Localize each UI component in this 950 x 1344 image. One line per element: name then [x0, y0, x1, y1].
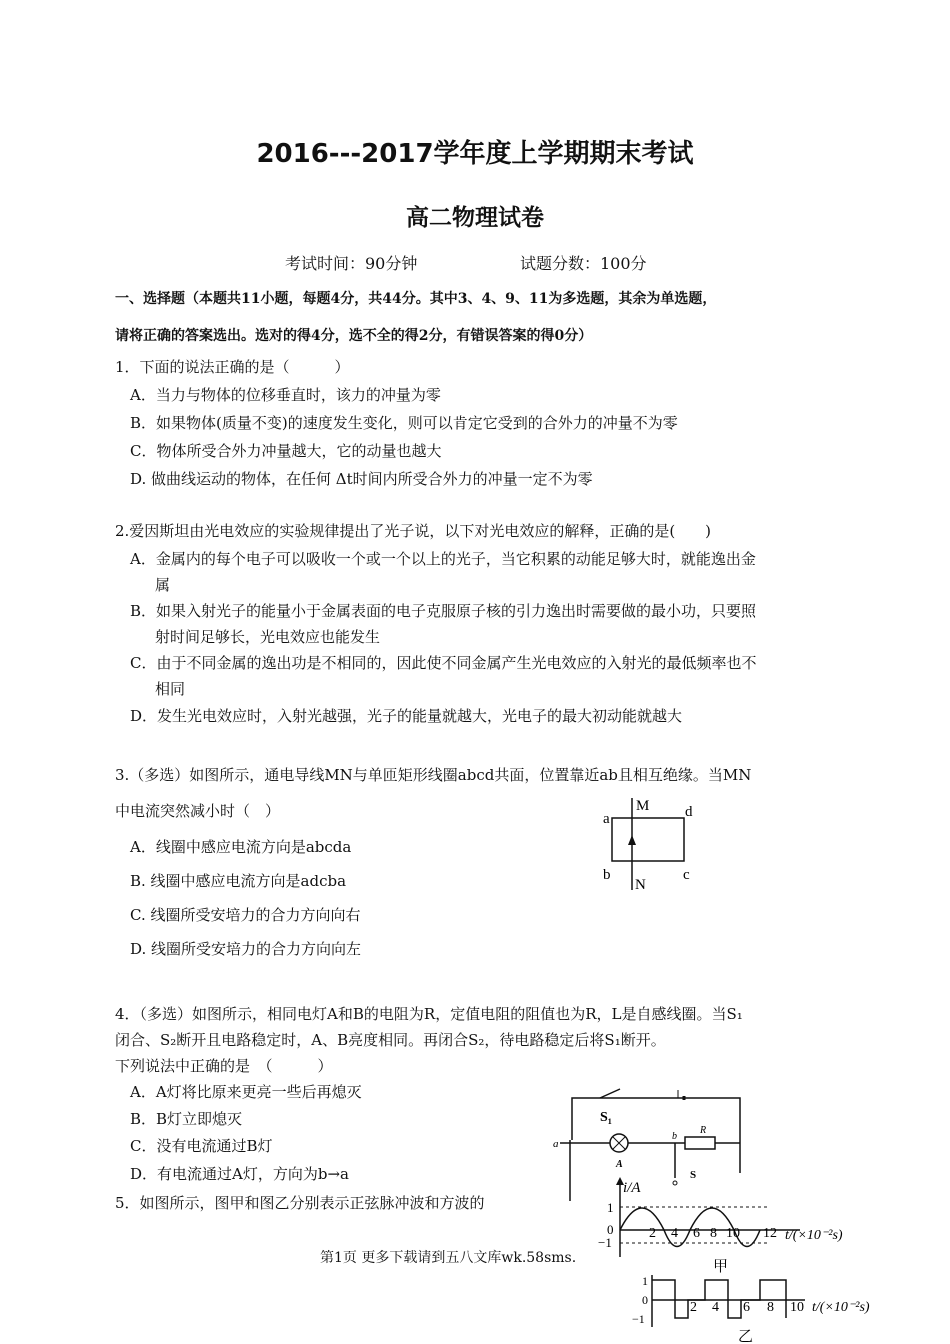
fig1-tick-4: 4 — [671, 1226, 678, 1241]
label-s2: S — [690, 1169, 697, 1181]
current-arrow-icon — [628, 835, 636, 845]
q2-stem: 2.爱因斯坦由光电效应的实验规律提出了光子说，以下对光电效应的解释，正确的是( ) — [115, 522, 712, 540]
section-instructions-2: 请将正确的答案选出。选对的得4分，选不全的得2分，有错误答案的得0分） — [115, 328, 593, 344]
label-b: b — [603, 867, 611, 883]
fig1-y0: 0 — [607, 1222, 614, 1237]
q2-option-a-line1: A．金属内的每个电子可以吸收一个或一个以上的光子，当它积累的动能足够大时，就能逸出金 — [130, 550, 756, 568]
q3-stem-1: 3.（多选）如图所示，通电导线MN与单匝矩形线圈abcd共面，位置靠近ab且相互绝缘。当MN — [115, 766, 752, 784]
paper-subtitle: 高二物理试卷 — [406, 205, 544, 231]
q3-option-d: D. 线圈所受安培力的合力方向向左 — [130, 940, 362, 958]
fig1-tick-8: 8 — [710, 1226, 717, 1241]
q4-option-d: D．有电流通过A灯，方向为b→a — [130, 1165, 349, 1183]
fig1-xlabel: t/(×10⁻²s) — [785, 1228, 843, 1243]
label-node-a: a — [553, 1138, 559, 1150]
loop-rectangle — [612, 818, 684, 861]
q2-option-b-line1: B．如果入射光子的能量小于金属表面的电子克服原子核的引力逸出时需要做的最小功，只要照 — [130, 602, 757, 620]
fig1-caption: 甲 — [713, 1259, 729, 1275]
fig1-ylabel: i/A — [623, 1180, 641, 1196]
q1-option-c: C．物体所受合外力冲量越大，它的动量也越大 — [130, 442, 442, 460]
exam-time: 考试时间：90分钟 — [285, 254, 418, 273]
label-lamp-a: A — [616, 1159, 623, 1170]
q4-stem-3: 下列说法中正确的是 （ ） — [115, 1057, 333, 1075]
label-a: a — [603, 811, 610, 827]
fig1-tick-6: 6 — [693, 1226, 700, 1241]
q5-sine-pulse-figure — [595, 1175, 865, 1275]
label-m: M — [636, 798, 650, 814]
q2-option-d: D．发生光电效应时，入射光越强，光子的能量就越大，光电子的最大初动能就越大 — [130, 707, 683, 725]
page-footer: 第1页 更多下载请到五八文库wk.58sms. — [320, 1250, 577, 1266]
fig2-square-wave — [652, 1280, 786, 1318]
q4-option-a: A．A灯将比原来更亮一些后再熄灭 — [130, 1083, 362, 1101]
resistor-icon — [685, 1137, 715, 1149]
q4-option-b: B．B灯立即熄灭 — [130, 1110, 243, 1128]
fig2-y1: 1 — [642, 1275, 648, 1288]
fig2-tick-4: 4 — [712, 1300, 719, 1315]
circuit-top-wire — [572, 1098, 740, 1173]
exam-score: 试题分数：100分 — [520, 254, 647, 273]
fig2-yn1: −1 — [632, 1312, 645, 1326]
q2-option-b-line2: 射时间足够长，光电效应也能发生 — [155, 628, 381, 646]
label-n: N — [635, 877, 646, 893]
label-d: d — [685, 804, 693, 820]
fig2-caption: 乙 — [738, 1329, 754, 1344]
fig1-yn1: −1 — [598, 1235, 612, 1250]
exam-title: 2016---2017学年度上学期期末考试 — [256, 139, 694, 169]
q2-option-c-line2: 相同 — [155, 680, 186, 698]
fig1-tick-10: 10 — [726, 1226, 740, 1241]
label-c: c — [683, 867, 690, 883]
q4-stem-2: 闭合、S₂断开且电路稳定时，A、B亮度相同。再闭合S₂，待电路稳定后将S₁断开。 — [115, 1031, 666, 1049]
q3-wire-loop-figure — [595, 795, 705, 895]
fig2-tick-2: 2 — [690, 1300, 697, 1315]
fig2-xlabel: t/(×10⁻²s) — [812, 1300, 870, 1315]
fig1-y1: 1 — [607, 1200, 614, 1215]
q3-stem-2: 中电流突然减小时（ ） — [115, 802, 281, 820]
fig2-tick-8: 8 — [767, 1300, 774, 1315]
fig2-tick-6: 6 — [743, 1300, 750, 1315]
q3-option-b: B. 线圈中感应电流方向是adcba — [130, 872, 347, 890]
fig2-tick-10: 10 — [790, 1300, 804, 1315]
q4-stem-1: 4．（多选）如图所示，相同电灯A和B的电阻为R，定值电阻的阻值也为R，L是自感线圈。当S₁ — [115, 1005, 743, 1023]
q1-option-d: D. 做曲线运动的物体，在任何 Δt时间内所受合外力的冲量一定不为零 — [130, 470, 593, 488]
label-node-b: b — [672, 1131, 677, 1142]
fig1-tick-2: 2 — [649, 1226, 656, 1241]
q3-option-c: C. 线圈所受安培力的合力方向向右 — [130, 906, 361, 924]
q1-option-b: B．如果物体(质量不变)的速度发生变化，则可以肯定它受到的合外力的冲量不为零 — [130, 414, 678, 432]
label-r: R — [700, 1125, 707, 1136]
q2-option-c-line1: C．由于不同金属的逸出功是不相同的，因此使不同金属产生光电效应的入射光的最低频率也不 — [130, 654, 757, 672]
q1-option-a: A．当力与物体的位移垂直时，该力的冲量为零 — [130, 386, 441, 404]
q5-square-wave-figure — [630, 1275, 890, 1344]
q4-option-c: C．没有电流通过B灯 — [130, 1137, 273, 1155]
fig1-tick-12: 12 — [763, 1226, 777, 1241]
q1-stem: 1．下面的说法正确的是（ ） — [115, 358, 350, 376]
q5-stem: 5．如图所示，图甲和图乙分别表示正弦脉冲波和方波的 — [115, 1194, 485, 1212]
q2-option-a-line2: 属 — [155, 576, 171, 594]
switch-s1-icon — [600, 1089, 620, 1098]
label-s1: S₁ — [600, 1110, 612, 1125]
section-instructions-1: 一、选择题（本题共11小题，每题4分，共44分。其中3、4、9、11为多选题，其余为单选题， — [115, 291, 717, 307]
q3-option-a: A．线圈中感应电流方向是abcda — [130, 838, 352, 856]
fig2-y0: 0 — [642, 1293, 648, 1307]
